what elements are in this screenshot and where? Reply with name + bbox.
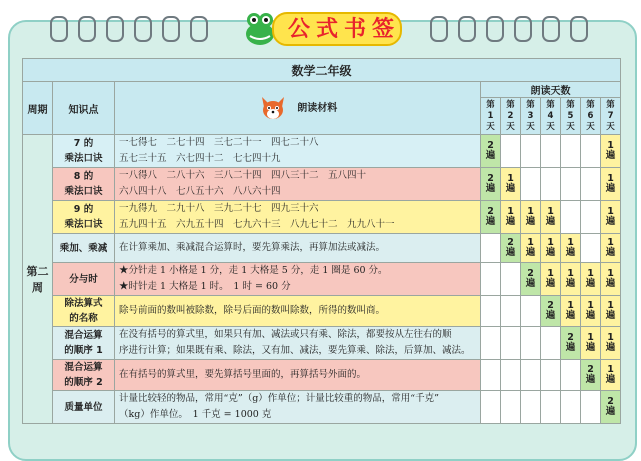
material-line: 序进行计算；如果既有乘、除法，又有加、减法，要先算乘、除法，后算加、减法。 xyxy=(119,345,471,356)
read-count-cell xyxy=(561,168,581,201)
read-count-cell: 2 遍 xyxy=(481,168,501,201)
read-count-cell: 2 遍 xyxy=(541,296,561,327)
day-header: 第 2 天 xyxy=(501,98,521,135)
read-count-cell: 1 遍 xyxy=(521,201,541,234)
table-row xyxy=(23,360,621,391)
read-count-cell: 1 遍 xyxy=(561,296,581,327)
read-count-cell: 1 遍 xyxy=(601,263,621,296)
knowledge-point: 混合运算 的顺序 2 xyxy=(53,360,115,391)
material-line: 在没有括号的算式里，如果只有加、减法或只有乘、除法，都要按从左往右的顺 xyxy=(119,329,452,340)
fox-icon xyxy=(258,95,288,121)
read-count-cell: 2 遍 xyxy=(501,234,521,263)
reading-material xyxy=(115,234,481,263)
read-count-cell xyxy=(501,391,521,424)
read-count-cell: 1 遍 xyxy=(581,327,601,360)
read-count-cell xyxy=(481,296,501,327)
read-count-cell: 1 遍 xyxy=(561,234,581,263)
binder-ring xyxy=(542,16,560,42)
day-header: 第 3 天 xyxy=(521,98,541,135)
knowledge-point: 混合运算 的顺序 1 xyxy=(53,327,115,360)
binder-ring xyxy=(190,16,208,42)
material-line: ★时针走 1 大格是 1 时。 1 时 = 60 分 xyxy=(119,281,291,292)
read-count-cell: 2 遍 xyxy=(601,391,621,424)
material-line: （kg）作单位。 1 千克 = 1000 克 xyxy=(119,409,272,420)
knowledge-point: 除法算式 的名称 xyxy=(53,296,115,327)
read-count-cell: 1 遍 xyxy=(501,168,521,201)
read-count-cell xyxy=(521,296,541,327)
reading-material xyxy=(115,201,481,234)
read-count-cell: 1 遍 xyxy=(581,296,601,327)
reading-material xyxy=(115,263,481,296)
read-count-cell: 2 遍 xyxy=(581,360,601,391)
read-count-cell xyxy=(561,135,581,168)
material-line: 一七得七 二七十四 三七二十一 四七二十八 xyxy=(119,137,319,148)
binder-ring xyxy=(486,16,504,42)
read-count-cell: 1 遍 xyxy=(501,201,521,234)
reading-material xyxy=(115,296,481,327)
read-count-cell xyxy=(541,168,561,201)
material-line: 五九四十五 六九五十四 七九六十三 八九七十二 九九八十一 xyxy=(119,219,395,230)
read-count-cell xyxy=(581,168,601,201)
material-line: 计量比较轻的物品，常用“克”（g）作单位；计量比较重的物品，常用“千克” xyxy=(119,393,440,404)
read-count-cell xyxy=(501,263,521,296)
knowledge-point: 8 的 乘法口诀 xyxy=(53,168,115,201)
read-count-cell xyxy=(521,327,541,360)
table-row xyxy=(23,168,621,201)
read-count-cell: 1 遍 xyxy=(601,296,621,327)
knowledge-header: 知识点 xyxy=(53,82,115,135)
reading-material xyxy=(115,391,481,424)
table-row xyxy=(23,327,621,360)
read-count-cell xyxy=(481,234,501,263)
reading-material xyxy=(115,168,481,201)
reading-material xyxy=(115,135,481,168)
table-row xyxy=(23,263,621,296)
read-count-cell: 1 遍 xyxy=(541,201,561,234)
read-count-cell xyxy=(561,360,581,391)
material-header xyxy=(115,82,481,135)
read-count-cell: 2 遍 xyxy=(481,135,501,168)
read-count-cell: 1 遍 xyxy=(601,327,621,360)
read-count-cell xyxy=(521,168,541,201)
material-line: 五七三十五 六七四十二 七七四十九 xyxy=(119,153,281,164)
knowledge-point: 分与时 xyxy=(53,263,115,296)
read-count-cell xyxy=(581,135,601,168)
knowledge-point: 9 的 乘法口诀 xyxy=(53,201,115,234)
table-row xyxy=(23,391,621,424)
read-count-cell xyxy=(581,201,601,234)
read-count-cell xyxy=(501,135,521,168)
read-count-cell xyxy=(501,296,521,327)
binder-ring xyxy=(570,16,588,42)
read-count-cell xyxy=(581,234,601,263)
binder-ring xyxy=(430,16,448,42)
table-row xyxy=(23,201,621,234)
read-count-cell xyxy=(481,327,501,360)
subject-title: 数学二年级 xyxy=(23,59,621,82)
read-count-cell xyxy=(481,263,501,296)
banner-title: 公式书签 xyxy=(288,16,401,42)
read-count-cell: 1 遍 xyxy=(601,168,621,201)
read-count-cell: 1 遍 xyxy=(581,263,601,296)
read-count-cell: 1 遍 xyxy=(601,234,621,263)
read-count-cell: 1 遍 xyxy=(601,360,621,391)
day-header: 第 6 天 xyxy=(581,98,601,135)
day-header: 第 4 天 xyxy=(541,98,561,135)
day-header: 第 7 天 xyxy=(601,98,621,135)
read-count-cell xyxy=(501,360,521,391)
banner xyxy=(238,4,408,50)
read-count-cell: 2 遍 xyxy=(481,201,501,234)
knowledge-point: 质量单位 xyxy=(53,391,115,424)
read-count-cell: 1 遍 xyxy=(601,201,621,234)
read-count-cell xyxy=(581,391,601,424)
read-count-cell xyxy=(501,327,521,360)
binder-ring xyxy=(78,16,96,42)
read-count-cell xyxy=(541,391,561,424)
binder-ring xyxy=(106,16,124,42)
day-header: 第 5 天 xyxy=(561,98,581,135)
material-line: 一八得八 二八十六 三八二十四 四八三十二 五八四十 xyxy=(119,170,367,181)
binder-ring xyxy=(50,16,68,42)
table-row xyxy=(23,135,621,168)
binder-ring xyxy=(458,16,476,42)
knowledge-point: 7 的 乘法口诀 xyxy=(53,135,115,168)
read-count-cell xyxy=(521,135,541,168)
material-header-label: 朗读材料 xyxy=(297,103,338,114)
read-count-cell: 1 遍 xyxy=(601,135,621,168)
read-count-cell: 1 遍 xyxy=(561,263,581,296)
binder-ring xyxy=(514,16,532,42)
material-line: 一九得九 二九十八 三九二十七 四九三十六 xyxy=(119,203,319,214)
read-count-cell xyxy=(541,360,561,391)
reading-table xyxy=(22,58,621,424)
table-row xyxy=(23,296,621,327)
material-line: 在计算乘加、乘减混合运算时，要先算乘法，再算加法或减法。 xyxy=(119,242,386,253)
day-header: 第 1 天 xyxy=(481,98,501,135)
material-line: 六八四十八 七八五十六 八八六十四 xyxy=(119,186,281,197)
read-count-cell xyxy=(541,327,561,360)
read-count-cell xyxy=(521,360,541,391)
material-line: 除号前面的数叫被除数，除号后面的数叫除数，所得的数叫商。 xyxy=(119,305,386,316)
read-count-cell xyxy=(481,360,501,391)
binder-ring xyxy=(162,16,180,42)
reading-material xyxy=(115,327,481,360)
period-header: 周期 xyxy=(23,82,53,135)
read-count-cell xyxy=(481,391,501,424)
period-label: 第二周 xyxy=(23,135,53,424)
read-count-cell xyxy=(541,135,561,168)
read-count-cell: 2 遍 xyxy=(561,327,581,360)
read-count-cell: 1 遍 xyxy=(521,234,541,263)
days-header: 朗读天数 xyxy=(481,82,621,98)
reading-material xyxy=(115,360,481,391)
binder-ring xyxy=(134,16,152,42)
material-line: 在有括号的算式里，要先算括号里面的，再算括号外面的。 xyxy=(119,369,367,380)
read-count-cell xyxy=(521,391,541,424)
read-count-cell xyxy=(561,391,581,424)
table-row xyxy=(23,234,621,263)
knowledge-point: 乘加、乘减 xyxy=(53,234,115,263)
read-count-cell: 1 遍 xyxy=(541,263,561,296)
material-line: ★分针走 1 小格是 1 分，走 1 大格是 5 分，走 1 圈是 60 分。 xyxy=(119,265,388,276)
read-count-cell: 1 遍 xyxy=(541,234,561,263)
read-count-cell: 2 遍 xyxy=(521,263,541,296)
read-count-cell xyxy=(561,201,581,234)
